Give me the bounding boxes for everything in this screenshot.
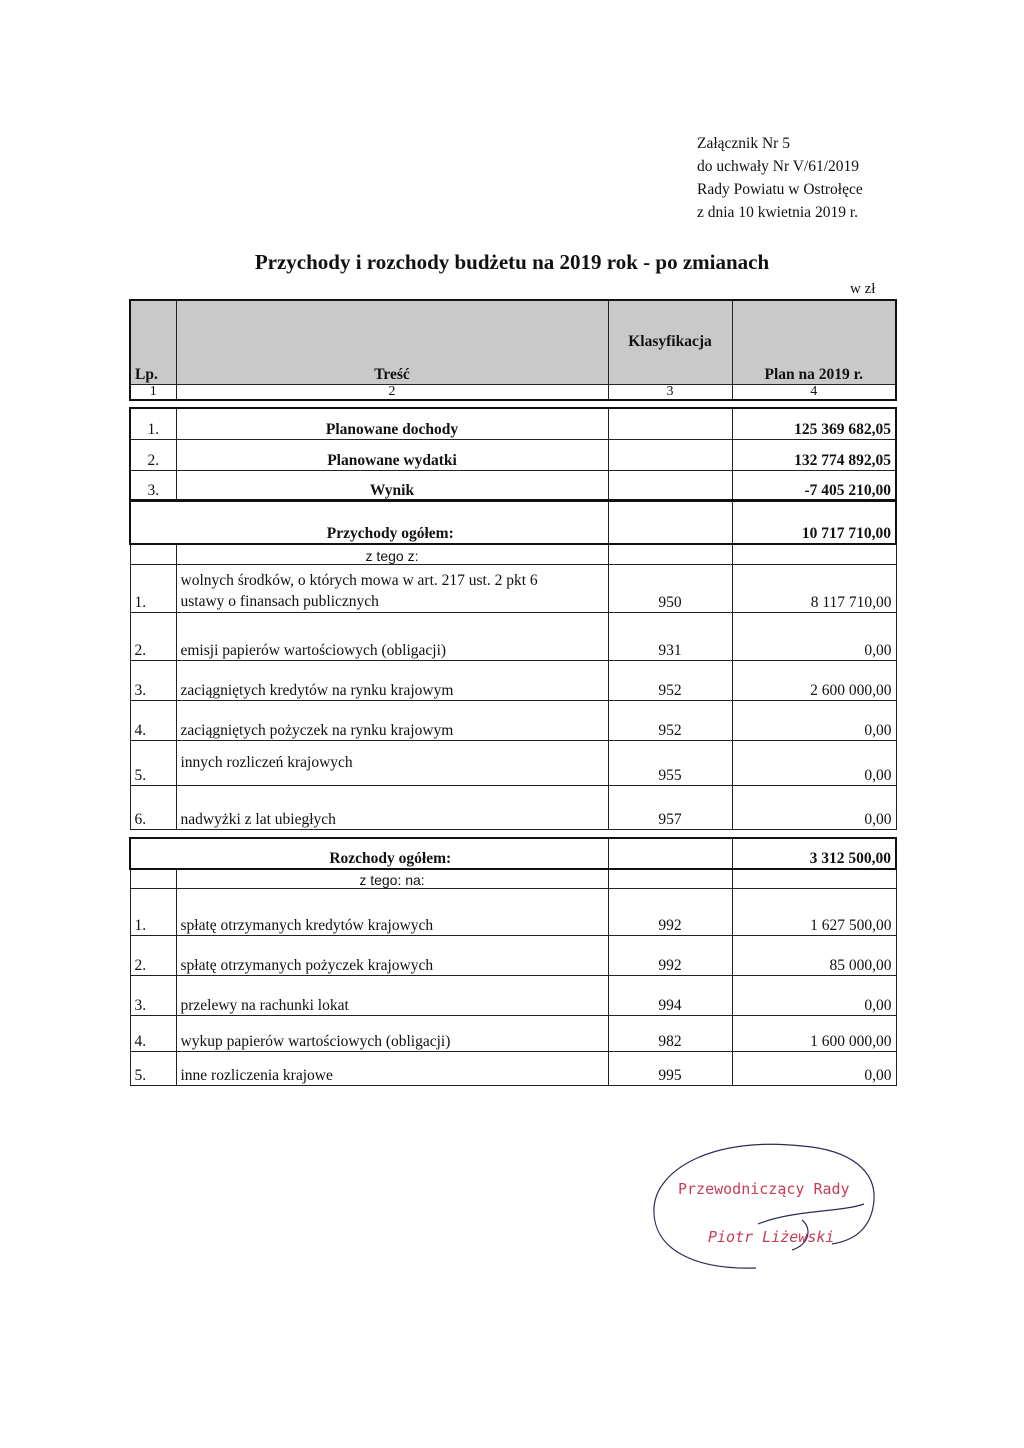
col-number: 2	[176, 384, 608, 400]
table-row	[130, 1051, 896, 1085]
row-plan: 0,00	[732, 700, 896, 740]
row-lp: 2.	[130, 935, 176, 975]
row-klasyfikacja: 982	[608, 1015, 732, 1051]
przychody-total-row	[130, 500, 896, 544]
rozchody-total: 3 312 500,00	[732, 838, 896, 869]
empty-cell	[608, 544, 732, 564]
row-plan: 125 369 682,05	[732, 408, 896, 439]
header-row	[130, 300, 896, 384]
table-row	[130, 660, 896, 700]
row-plan: 0,00	[732, 785, 896, 829]
row-tresc: wykup papierów wartościowych (obligacji)	[176, 1015, 608, 1051]
table-row	[130, 1015, 896, 1051]
row-tresc-line: ustawy o finansach publicznych	[180, 592, 379, 610]
row-lp: 5.	[130, 1051, 176, 1085]
subheader-row	[130, 869, 896, 888]
row-tresc: emisji papierów wartościowych (obligacji)	[176, 612, 608, 660]
attachment-line: z dnia 10 kwietnia 2019 r.	[697, 204, 858, 221]
col-number: 1	[130, 384, 176, 400]
row-klasyfikacja	[608, 408, 732, 439]
row-plan: 1 600 000,00	[732, 1015, 896, 1051]
row-tresc: nadwyżki z lat ubiegłych	[176, 785, 608, 829]
row-klasyfikacja: 952	[608, 660, 732, 700]
table-przychody	[129, 499, 897, 830]
przychody-subhead: z tego z:	[176, 544, 608, 564]
rozchody-total-row	[130, 838, 896, 869]
attachment-note	[697, 132, 863, 224]
table-rozchody	[129, 837, 897, 1086]
row-klasyfikacja: 931	[608, 612, 732, 660]
row-klasyfikacja: 995	[608, 1051, 732, 1085]
row-lp: 6.	[130, 785, 176, 829]
attachment-line: Załącznik Nr 5	[697, 135, 790, 152]
table-row	[130, 439, 896, 470]
table-row	[130, 740, 896, 785]
przychody-klasyfikacja	[608, 500, 732, 544]
row-klasyfikacja: 957	[608, 785, 732, 829]
empty-cell	[732, 869, 896, 888]
row-tresc	[176, 564, 608, 612]
rozchody-klasyfikacja	[608, 838, 732, 869]
row-plan: 0,00	[732, 740, 896, 785]
col-number: 4	[732, 384, 896, 400]
row-plan: 8 117 710,00	[732, 564, 896, 612]
col-plan-header: Plan na 2019 r.	[732, 300, 896, 384]
row-klasyfikacja: 955	[608, 740, 732, 785]
row-plan: 0,00	[732, 612, 896, 660]
empty-cell	[608, 869, 732, 888]
row-plan: 0,00	[732, 975, 896, 1015]
row-lp: 3.	[130, 660, 176, 700]
row-lp: 2.	[130, 612, 176, 660]
row-lp: 2.	[130, 439, 176, 470]
table-row	[130, 975, 896, 1015]
row-klasyfikacja: 952	[608, 700, 732, 740]
row-tresc: Planowane wydatki	[176, 439, 608, 470]
row-klasyfikacja	[608, 470, 732, 501]
stamp-title: Przewodniczący Rady	[678, 1180, 850, 1198]
table-row	[130, 888, 896, 935]
table-row	[130, 700, 896, 740]
table-row	[130, 785, 896, 829]
row-plan: 2 600 000,00	[732, 660, 896, 700]
row-tresc: Planowane dochody	[176, 408, 608, 439]
row-plan: 132 774 892,05	[732, 439, 896, 470]
rozchody-subhead: z tego: na:	[176, 869, 608, 888]
row-klasyfikacja: 992	[608, 888, 732, 935]
row-lp: 3.	[130, 470, 176, 501]
row-lp: 1.	[130, 888, 176, 935]
empty-cell	[732, 544, 896, 564]
przychody-total: 10 717 710,00	[732, 500, 896, 544]
empty-cell	[130, 869, 176, 888]
signature-stamp-icon	[652, 1140, 878, 1270]
row-tresc: zaciągniętych kredytów na rynku krajowym	[176, 660, 608, 700]
currency-unit: w zł	[850, 281, 876, 297]
empty-cell	[130, 544, 176, 564]
col-number: 3	[608, 384, 732, 400]
table-row	[130, 408, 896, 439]
row-tresc: zaciągniętych pożyczek na rynku krajowym	[176, 700, 608, 740]
row-klasyfikacja: 950	[608, 564, 732, 612]
przychody-label: Przychody ogółem:	[130, 500, 608, 544]
row-tresc-line: wolnych środków, o których mowa w art. 217 ust. 2 pkt 6	[180, 571, 538, 589]
row-tresc: innych rozliczeń krajowych	[176, 740, 608, 785]
row-plan: 0,00	[732, 1051, 896, 1085]
table-row	[130, 564, 896, 612]
document-title: Przychody i rozchody budżetu na 2019 rok - po zmianach	[254, 250, 770, 274]
stamp-signatory: Piotr Liżewski	[708, 1228, 835, 1246]
row-lp: 3.	[130, 975, 176, 1015]
table-header	[129, 299, 897, 401]
row-lp: 4.	[130, 700, 176, 740]
row-tresc: przelewy na rachunki lokat	[176, 975, 608, 1015]
row-lp: 1.	[130, 564, 176, 612]
table-row	[130, 470, 896, 501]
row-tresc: spłatę otrzymanych kredytów krajowych	[176, 888, 608, 935]
row-lp: 5.	[130, 740, 176, 785]
rozchody-label: Rozchody ogółem:	[130, 838, 608, 869]
row-tresc: spłatę otrzymanych pożyczek krajowych	[176, 935, 608, 975]
table-row	[130, 935, 896, 975]
row-tresc: inne rozliczenia krajowe	[176, 1051, 608, 1085]
col-lp-header: Lp.	[130, 300, 176, 384]
row-plan: 1 627 500,00	[732, 888, 896, 935]
row-plan: 85 000,00	[732, 935, 896, 975]
row-klasyfikacja: 992	[608, 935, 732, 975]
row-plan: -7 405 210,00	[732, 470, 896, 501]
table-summary	[129, 407, 897, 502]
row-klasyfikacja	[608, 439, 732, 470]
col-klasyfikacja-header: Klasyfikacja	[608, 300, 732, 384]
table-row	[130, 612, 896, 660]
column-number-row	[130, 384, 896, 400]
row-klasyfikacja: 994	[608, 975, 732, 1015]
subheader-row	[130, 544, 896, 564]
col-tresc-header: Treść	[176, 300, 608, 384]
attachment-line: do uchwały Nr V/61/2019	[697, 158, 860, 175]
row-lp: 4.	[130, 1015, 176, 1051]
row-lp: 1.	[130, 408, 176, 439]
attachment-line: Rady Powiatu w Ostrołęce	[697, 181, 863, 198]
row-tresc: Wynik	[176, 470, 608, 501]
